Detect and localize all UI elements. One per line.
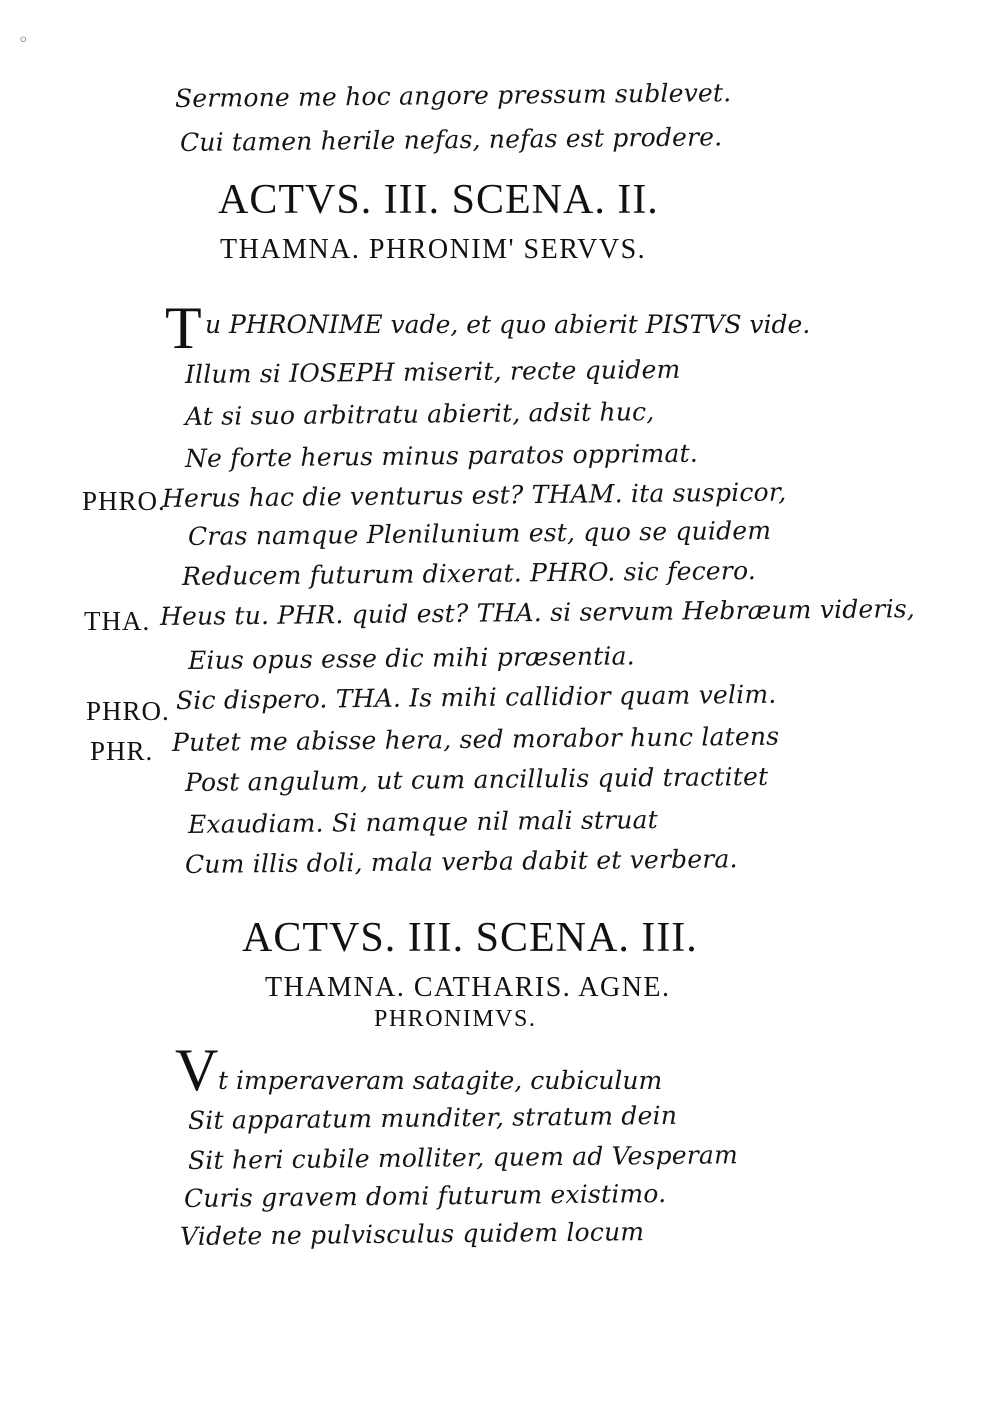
scene-3-line: Videte ne pulvisculus quidem locum	[179, 1217, 645, 1251]
verse-text: Reducem futurum dixerat. PHRO. sic fecero.	[181, 555, 757, 591]
verse-text: Ne forte herus minus paratos opprimat.	[184, 438, 699, 473]
scene-3-initial: V	[175, 1037, 219, 1103]
scene-2-heading: ACTVS. III. SCENA. II.	[218, 177, 659, 223]
verse-text: Cras namque Plenilunium est, quo se quidem	[187, 515, 772, 551]
corner-mark: ◦	[18, 30, 29, 51]
scene-3-characters-line-1: THAMNA. CATHARIS. AGNE.	[265, 972, 671, 1003]
verse-text: Eius opus esse dic mihi præsentia.	[187, 641, 635, 675]
scene-3-characters-line-2: PHRONIMVS.	[374, 1006, 537, 1032]
scene-2-characters: THAMNA. PHRONIM' SERVVS.	[220, 234, 647, 265]
intro-line-1: Sermone me hoc angore pressum sublevet.	[174, 78, 732, 113]
verse-text: Cum illis doli, mala verba dabit et verbera.	[184, 844, 738, 879]
speaker-label: PHRO.	[86, 696, 170, 726]
speaker-label: THA.	[84, 606, 151, 636]
scene-3-line: Curis gravem domi futurum existimo.	[183, 1178, 667, 1213]
verse-text: Post angulum, ut cum ancillulis quid tractitet	[184, 761, 769, 797]
scene-3-first-line: t imperaveram satagite, cubiculum	[218, 1066, 663, 1095]
speaker-label: PHRO.	[82, 486, 166, 516]
verse-text: Illum si IOSEPH miserit, recte quidem	[184, 354, 681, 389]
verse-text: Herus hac die venturus est? THAM. ita suspicor,	[161, 477, 787, 513]
verse-text: Sic dispero. THA. Is mihi callidior quam velim.	[175, 679, 777, 715]
scene-3-line: Sit apparatum munditer, stratum dein	[187, 1100, 678, 1135]
verse-text: Exaudiam. Si namque nil mali struat	[187, 805, 659, 839]
scene-2-initial: T	[165, 295, 202, 361]
scene-3-line: Sit heri cubile molliter, quem ad Vesperam	[187, 1140, 739, 1175]
intro-line-2: Cui tamen herile nefas, nefas est prodere.	[179, 122, 723, 157]
scene-2-first-line: u PHRONIME vade, et quo abierit PISTVS vide.	[205, 310, 811, 339]
verse-text: Heus tu. PHR. quid est? THA. si servum Hebræum videris,	[159, 594, 916, 631]
verse-text: At si suo arbitratu abierit, adsit huc,	[184, 397, 655, 431]
scene-3-heading: ACTVS. III. SCENA. III.	[242, 915, 698, 961]
verse-text: Putet me abisse hera, sed morabor hunc latens	[171, 721, 780, 757]
speaker-label: PHR.	[90, 736, 154, 766]
